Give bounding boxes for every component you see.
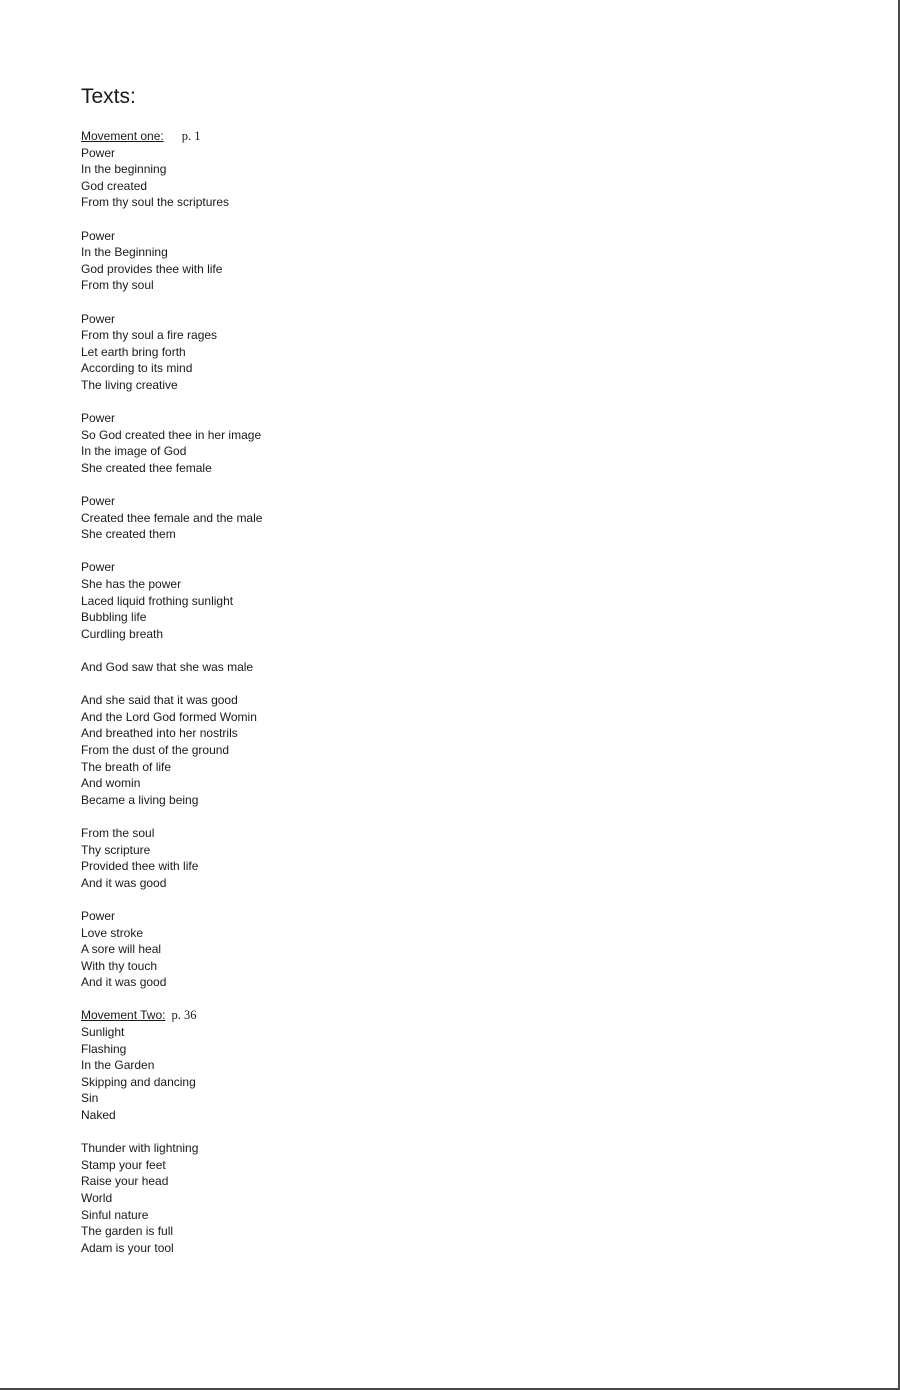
lyric-line: From thy soul a fire rages <box>81 328 218 343</box>
lyric-line: Created thee female and the male <box>81 510 263 525</box>
lyric-line: Adam is your tool <box>81 1240 174 1255</box>
lyric-line: Power <box>81 411 116 426</box>
stanza <box>81 410 681 476</box>
lyric-line: Let earth bring forth <box>81 344 186 359</box>
stanza <box>81 1140 681 1256</box>
lyric-line: God created <box>81 178 148 193</box>
lyric-line: A sore will heal <box>81 942 162 957</box>
lyric-line: The living creative <box>81 377 178 392</box>
lyric-line: The garden is full <box>81 1224 174 1239</box>
stanza <box>81 311 681 394</box>
stanza <box>81 908 681 991</box>
lyric-line: Laced liquid frothing sunlight <box>81 593 234 608</box>
stanza <box>81 228 681 294</box>
lyric-line: Thunder with lightning <box>81 1141 199 1156</box>
stanza <box>81 825 681 891</box>
lyric-line: From thy soul the scriptures <box>81 195 230 210</box>
stanza <box>81 145 681 211</box>
lyric-line: And it was good <box>81 975 167 990</box>
lyric-line: She created them <box>81 527 176 542</box>
lyric-line: She has the power <box>81 577 182 592</box>
movement-one-stanzas <box>81 145 681 991</box>
lyric-line: From the soul <box>81 825 155 840</box>
lyric-line: Power <box>81 311 116 326</box>
document-body <box>81 84 681 1273</box>
movement-two-heading-row <box>81 1007 681 1024</box>
lyric-line: Love stroke <box>81 925 144 940</box>
lyric-line: Provided thee with life <box>81 859 199 874</box>
lyric-line: Power <box>81 228 116 243</box>
lyric-line: In the Garden <box>81 1058 155 1073</box>
lyric-line: The breath of life <box>81 759 172 774</box>
movement-one-heading: Movement one: <box>81 129 164 143</box>
lyric-line: From the dust of the ground <box>81 742 230 757</box>
movement-one-page-ref: p. 1 <box>181 129 201 143</box>
lyric-line: Power <box>81 908 116 923</box>
lyric-line: Bubbling life <box>81 610 147 625</box>
movement-one-heading-row <box>81 128 681 145</box>
lyric-line: And it was good <box>81 875 167 890</box>
lyric-line: In the Beginning <box>81 245 168 260</box>
lyric-line: And God saw that she was male <box>81 660 254 674</box>
lyric-line: God provides thee with life <box>81 261 223 276</box>
lyric-line: Naked <box>81 1108 116 1123</box>
page-title: Texts: <box>81 85 136 108</box>
movement-one-section <box>81 128 681 991</box>
stanza <box>81 493 681 543</box>
movement-two-section <box>81 1007 681 1256</box>
lyric-line: Power <box>81 560 116 575</box>
lyric-line: Became a living being <box>81 792 199 807</box>
lyric-line: In the beginning <box>81 162 167 177</box>
lyric-line: She created thee female <box>81 460 212 475</box>
lyric-line: From thy soul <box>81 278 154 293</box>
lyric-line: Power <box>81 494 116 509</box>
lyric-line: Stamp your feet <box>81 1157 166 1172</box>
movement-two-page-ref: p. 36 <box>171 1008 197 1023</box>
stanza <box>81 1024 681 1124</box>
stanza <box>81 659 681 676</box>
lyric-line: Sin <box>81 1091 99 1106</box>
lyric-line: Sunlight <box>81 1025 125 1040</box>
lyric-line: Sinful nature <box>81 1207 149 1222</box>
lyric-line: And womin <box>81 776 141 791</box>
lyric-line: And the Lord God formed Womin <box>81 709 257 724</box>
lyric-line: So God created thee in her image <box>81 427 262 442</box>
movement-two-heading: Movement Two: <box>81 1008 166 1023</box>
lyric-line: Thy scripture <box>81 842 151 857</box>
lyric-line: Flashing <box>81 1041 127 1056</box>
stanza <box>81 692 681 808</box>
lyric-line: Curdling breath <box>81 626 164 641</box>
lyric-line: And she said that it was good <box>81 693 238 708</box>
lyric-line: And breathed into her nostrils <box>81 726 238 741</box>
movement-two-stanzas <box>81 1024 681 1256</box>
lyric-line: In the image of God <box>81 444 187 459</box>
lyric-line: According to its mind <box>81 361 193 376</box>
lyric-line: Skipping and dancing <box>81 1074 196 1089</box>
lyric-line: With thy touch <box>81 958 158 973</box>
lyric-line: World <box>81 1191 113 1205</box>
lyric-line: Raise your head <box>81 1174 169 1189</box>
lyric-line: Power <box>81 145 116 160</box>
stanza <box>81 559 681 642</box>
